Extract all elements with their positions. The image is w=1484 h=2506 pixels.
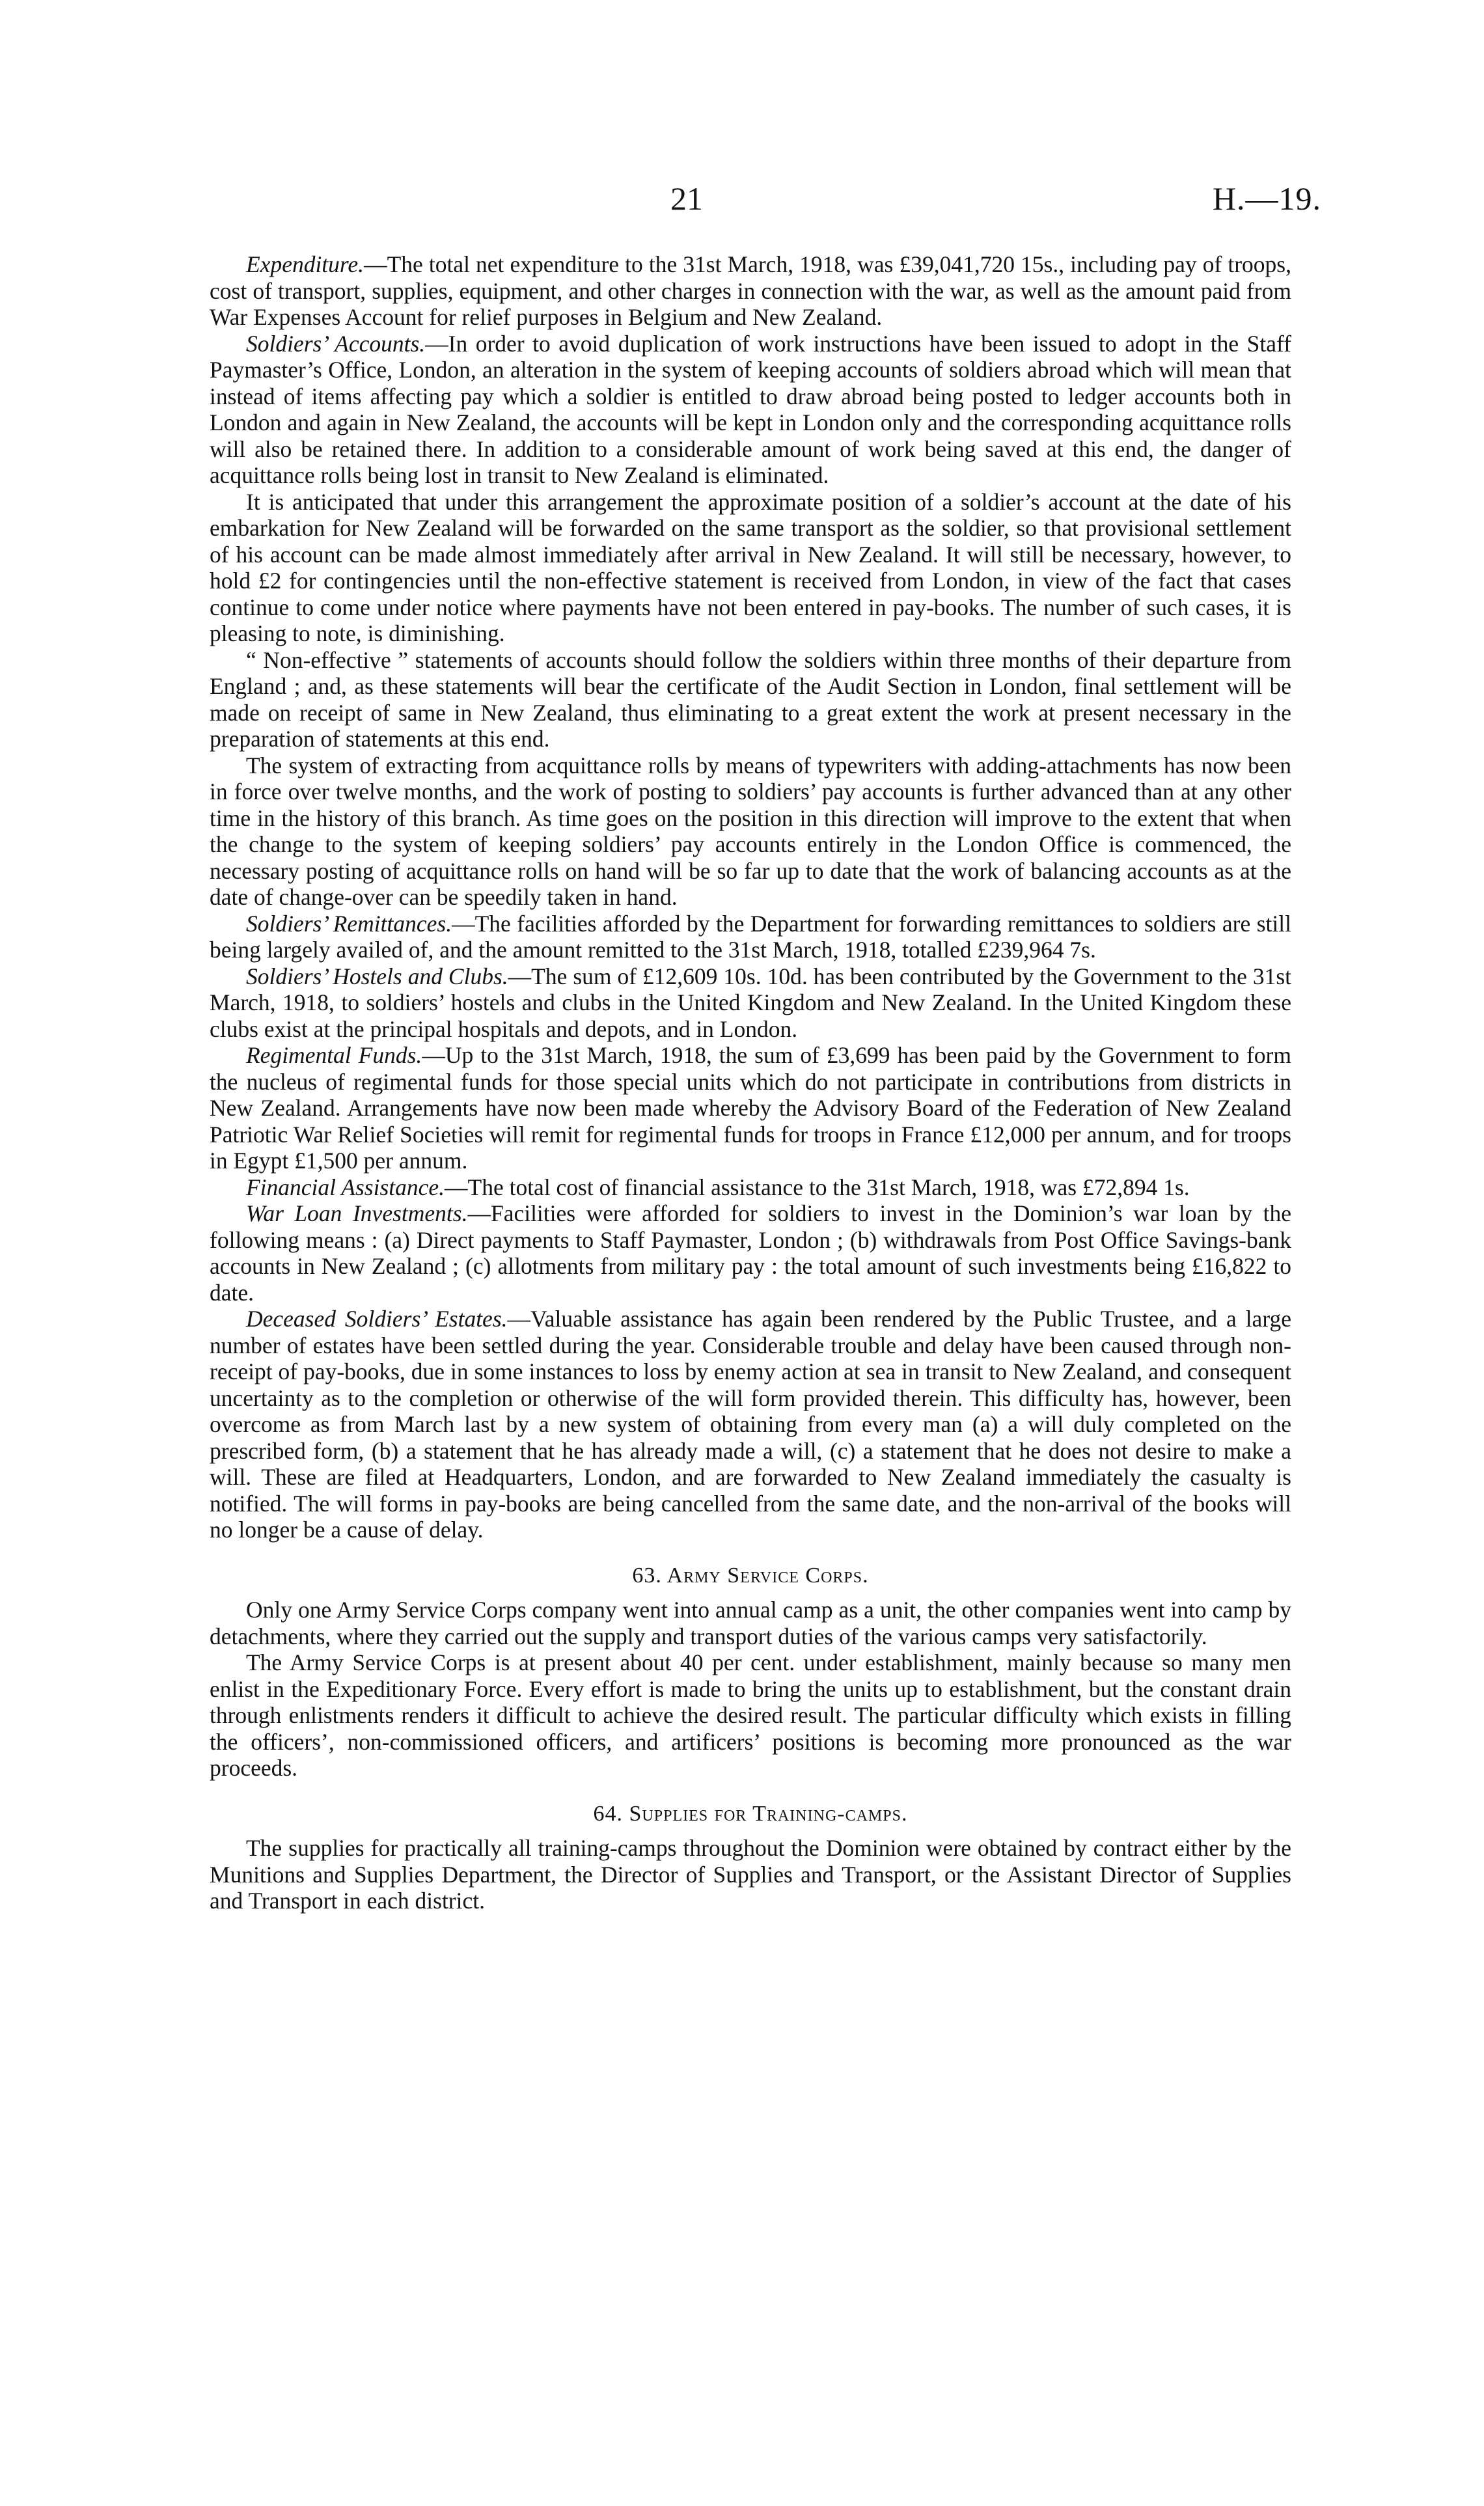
paragraph-text: Only one Army Service Corps company went into annual camp as a unit, the other companies went into camp by detachments, where they carried out the supply and transport duties of the various camps very satisfactorily. bbox=[210, 1597, 1291, 1649]
paragraph-text: It is anticipated that under this arrangement the approximate position of a soldier’s account at the date of his embarkation for New Zealand will be forwarded on the same transport as the soldier, so that provisional settlement of his account can be made almost immediately after arrival in New Zealand. It will still be necessary, however, to hold £2 for contingencies until the non-effective statement is received from London, in view of the fact that cases continue to come under notice where payments have not been entered in pay-books. The number of such cases, it is pleasing to note, is diminishing. bbox=[210, 488, 1291, 646]
paragraph-text: —The facilities afforded by the Department for forwarding remittances to soldiers are still being largely availed of, and the amount remitted to the 31st March, 1918, totalled £239,964 7s. bbox=[210, 910, 1291, 963]
section-heading-supplies bbox=[210, 1801, 1291, 1828]
paragraph-war-loan bbox=[210, 1200, 1291, 1306]
paragraph-lead: Soldiers’ Remittances. bbox=[246, 910, 452, 937]
paragraph-hostels-clubs bbox=[210, 963, 1291, 1043]
paragraph-text: —Valuable assistance has again been rendered by the Public Trustee, and a large number of estates have been settled during the year. Considerable trouble and delay have been caused through non-receipt of pay-books, due in some instances to loss by enemy action at sea in transit to New Zealand, and consequent uncertainty as to the completion or otherwise of the will form provided therein. This difficulty has, however, been overcome as from March last by a new system of obtaining from every man (a) a will duly completed on the prescribed form, (b) a statement that he has already made a will, (c) a statement that he does not desire to make a will. These are filed at Headquarters, London, and are forwarded to New Zealand immediately the casualty is notified. The will forms in pay-books are being cancelled from the same date, and the non-arrival of the books will no longer be a cause of delay. bbox=[210, 1306, 1292, 1543]
paragraph-text: —The sum of £12,609 10s. 10d. has been contributed by the Government to the 31st March, 1918, to soldiers’ hostels and clubs in the United Kingdom and New Zealand. In the United Kingdom these clubs exist at the principal hospitals and depots, and in London. bbox=[210, 963, 1291, 1042]
paragraph-text: The supplies for practically all training-camps throughout the Dominion were obtained by contract either by the Munitions and Supplies Department, the Director of Supplies and Transport, or the Assistant Director of Supplies and Transport in each district. bbox=[210, 1835, 1291, 1914]
paragraph-text: —The total cost of financial assistance to the 31st March, 1918, was £72,894 1s. bbox=[445, 1174, 1190, 1200]
paragraph-text: —The total net expenditure to the 31st March, 1918, was £39,041,720 15s., including pay of troops, cost of transport, supplies, equipment, and other charges in connection with the war, as well as the amount paid from War Expenses Account for relief purposes in Belgium and New Zealand. bbox=[210, 251, 1291, 330]
paragraph-text: —In order to avoid duplication of work instructions have been issued to adopt in the Staff Paymaster’s Office, London, an alteration in the system of keeping accounts of soldiers abroad which will mean that instead of items affecting pay which a soldier is entitled to draw abroad being posted to ledger accounts both in London and again in New Zealand, the accounts will be kept in London only and the corresponding acquittance rolls will also be retained there. In addition to a considerable amount of work being saved at this end, the danger of acquittance rolls being lost in transit to New Zealand is eliminated. bbox=[210, 330, 1291, 488]
paragraph-lead: War Loan Investments. bbox=[246, 1200, 468, 1226]
paragraph-expenditure bbox=[210, 251, 1291, 331]
paragraph-financial-assistance bbox=[210, 1174, 1291, 1201]
paragraph-asc-establishment bbox=[210, 1649, 1291, 1782]
paragraph-regimental-funds bbox=[210, 1042, 1291, 1174]
paragraph-asc-camp bbox=[210, 1597, 1291, 1649]
paragraph-lead: Expenditure. bbox=[246, 251, 364, 277]
page-header bbox=[0, 180, 1484, 232]
paragraph-remittances bbox=[210, 911, 1291, 963]
paragraph-deceased-estates bbox=[210, 1306, 1291, 1543]
paragraph-non-effective bbox=[210, 647, 1291, 752]
paragraph-lead: Soldiers’ Hostels and Clubs. bbox=[246, 963, 508, 989]
paragraph-lead: Deceased Soldiers’ Estates. bbox=[246, 1306, 508, 1332]
section-heading-text: 64. Supplies for Training-camps. bbox=[593, 1801, 908, 1826]
page-number: 21 bbox=[670, 180, 703, 217]
section-heading-text: 63. Army Service Corps. bbox=[632, 1563, 869, 1588]
paragraph-text: The Army Service Corps is at present about 40 per cent. under establishment, mainly because so many men enlist in the Expeditionary Force. Every effort is made to bring the units up to establishment, but the constant drain through enlistments renders it difficult to achieve the desired result. The particular difficulty which exists in filling the officers’, non-commissioned officers, and artificers’ positions is becoming more pronounced as the war proceeds. bbox=[210, 1649, 1291, 1781]
paragraph-text: The system of extracting from acquittance rolls by means of typewriters with adding-attachments has now been in force over twelve months, and the work of posting to soldiers’ pay accounts is further advanced than at any other time in the history of this branch. As time goes on the position in this direction will improve to the extent that when the change to the system of keeping soldiers’ pay accounts entirely in the London Office is commenced, the necessary posting of acquittance rolls on hand will be so far up to date that the work of balancing accounts as at the date of change-over can be speedily taken in hand. bbox=[210, 752, 1291, 910]
paragraph-text: “ Non-effective ” statements of accounts should follow the soldiers within three months of their departure from England ; and, as these statements will bear the certificate of the Audit Section in London, final settlement will be made on receipt of same in New Zealand, thus eliminating to a great extent the work at present necessary in the preparation of statements at this end. bbox=[210, 646, 1291, 752]
paragraph-text: —Facilities were afforded for soldiers to invest in the Dominion’s war loan by the following means : (a) Direct payments to Staff Paymaster, London ; (b) withdrawals from Post Office Savings-bank accounts in New Zealand ; (c) allotments from military pay : the total amount of such investments being £16,822 to date. bbox=[210, 1200, 1291, 1306]
paragraph-arrangement bbox=[210, 489, 1291, 647]
paragraph-text: —Up to the 31st March, 1918, the sum of £3,699 has been paid by the Government to form the nucleus of regimental funds for those special units which do not participate in contributions from districts in New Zealand. Arrangements have now been made whereby the Advisory Board of the Federation of New Zealand Patriotic War Relief Societies will remit for regimental funds for troops in France £12,000 per annum, and for troops in Egypt £1,500 per annum. bbox=[210, 1042, 1291, 1174]
paragraph-typewriters bbox=[210, 752, 1291, 911]
paragraph-supplies-contract bbox=[210, 1835, 1291, 1914]
body-text bbox=[210, 251, 1291, 1914]
section-heading-army-service-corps bbox=[210, 1563, 1291, 1590]
paragraph-lead: Regimental Funds. bbox=[246, 1042, 422, 1068]
paragraph-lead: Financial Assistance. bbox=[246, 1174, 445, 1200]
paragraph-lead: Soldiers’ Accounts. bbox=[246, 330, 426, 357]
paragraph-soldiers-accounts bbox=[210, 331, 1291, 489]
document-reference: H.—19. bbox=[1212, 180, 1321, 217]
